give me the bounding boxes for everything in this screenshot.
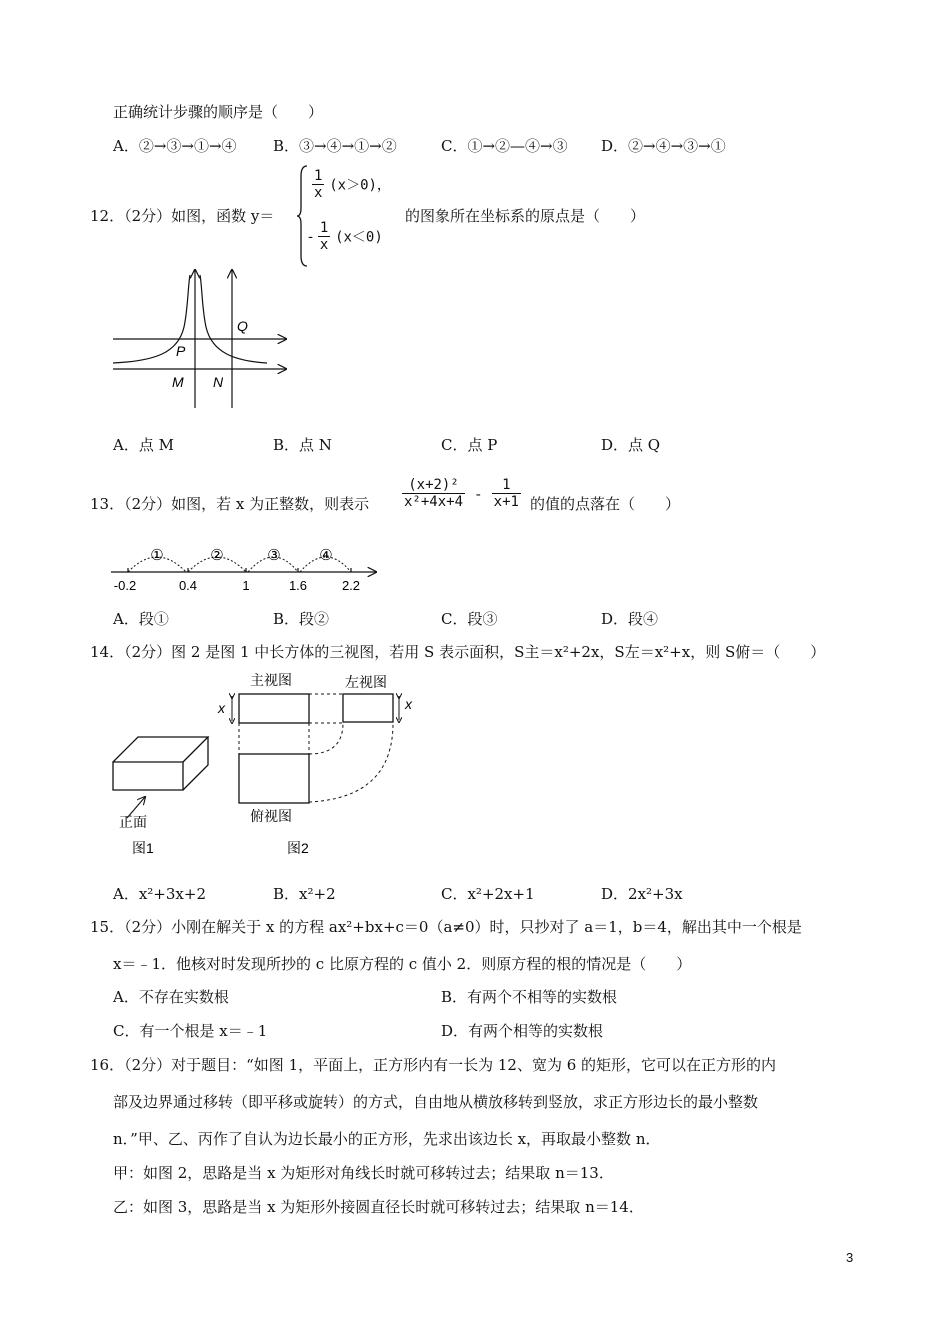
- q15-option-c: C．有一个根是 x＝﹣1: [113, 1022, 268, 1040]
- q15-option-d: D．有两个相等的实数根: [441, 1022, 604, 1040]
- main-view-rect: [239, 694, 309, 723]
- right-branch: [200, 275, 267, 363]
- q13-prefix: 13．（2分）如图，若 x 为正整数，则表示: [90, 495, 370, 513]
- q14-stem: 14．（2分）图 2 是图 1 中长方体的三视图，若用 S 表示面积，S主＝x²+2x，S左＝x²+x，则 S俯＝（ ）: [90, 643, 826, 661]
- q16-line-1: 16．（2分）对于题目：“如图 1，平面上，正方形内有一长为 12、宽为 6 的矩形，它可以在正方形的内: [90, 1056, 777, 1074]
- q12-case2-fraction: [318, 220, 330, 253]
- q13-frac1-num: (x+2)²: [402, 477, 465, 494]
- q12-case1-fraction: [312, 168, 324, 201]
- q12-option-d: D．点 Q: [601, 436, 661, 454]
- q13-frac2-den: x+1: [493, 494, 519, 510]
- q12-case1: [312, 168, 391, 201]
- left-view-rect: [343, 694, 393, 722]
- tick-label-2.2: 2.2: [341, 578, 361, 593]
- q14-option-d: D．2x²+3x: [601, 885, 683, 903]
- cuboid-front-face: [113, 762, 183, 790]
- q13-option-b: B．段②: [273, 610, 330, 628]
- q13-expression: [402, 477, 521, 510]
- tick-label-1: 1: [242, 578, 250, 593]
- q11-option-c: C．①→②—④→③: [441, 137, 568, 155]
- q12-case1-den: x: [314, 185, 323, 201]
- segment-label-3: ③: [267, 547, 281, 564]
- top-view-label: 俯视图: [250, 808, 292, 824]
- main-view-label: 主视图: [250, 672, 292, 688]
- q12-case2-cond: (x＜0): [335, 229, 383, 246]
- q14-option-a: A．x²+3x+2: [113, 885, 206, 903]
- q12-case1-num: 1: [314, 168, 323, 184]
- page-number: 3: [846, 1250, 854, 1265]
- q13-fraction-2: [492, 477, 521, 510]
- q13-frac2-num: 1: [492, 477, 521, 494]
- q12-case1-cond: (x＞0)，: [329, 177, 391, 194]
- q12-case2-sign: -: [308, 227, 314, 246]
- front-label: 正面: [119, 814, 147, 830]
- point-p-label: P: [176, 343, 186, 359]
- q12-option-b: B．点 N: [273, 436, 332, 454]
- left-view-x-label: x: [405, 696, 412, 712]
- q14-option-b: B．x²+2: [273, 885, 336, 903]
- tick-label-neg0.2: -0.2: [113, 578, 137, 593]
- q15-option-a: A．不存在实数根: [113, 988, 229, 1006]
- q12-case2: [308, 220, 383, 253]
- q13-frac1-den: x²+4x+4: [404, 494, 464, 510]
- fig2-label: 图2: [287, 840, 309, 856]
- q16-line-3: n．”甲、乙、丙作了自认为边长最小的正方形，先求出该边长 x，再取最小整数 n．: [113, 1130, 661, 1148]
- q15-option-b: B．有两个不相等的实数根: [441, 988, 618, 1006]
- projection-lines: [239, 694, 393, 802]
- q12-hyperbola-graph: [110, 265, 295, 415]
- q16-line-2: 部及边界通过移转（即平移或旋转）的方式，自由地从横放移转到竖放，求正方形边长的最小整数: [113, 1093, 759, 1111]
- left-view-label: 左视图: [345, 674, 387, 690]
- tick-label-0.4: 0.4: [178, 578, 198, 593]
- point-n-label: N: [213, 374, 224, 390]
- q13-option-d: D．段④: [601, 610, 659, 628]
- q15-line-2: x＝﹣1．他核对时发现所抄的 c 比原方程的 c 值小 2．则原方程的根的情况是（ ）: [113, 955, 692, 973]
- q11-option-a: A．②→③→①→④: [113, 137, 237, 155]
- q13-number-line: [108, 540, 383, 595]
- q12-case2-den: x: [319, 237, 329, 253]
- tick-label-1.6: 1.6: [288, 578, 308, 593]
- segment-label-4: ④: [319, 547, 333, 564]
- q16-line-5: 乙：如图 3，思路是当 x 为矩形外接圆直径长时就可移转过去；结果取 n＝14．: [113, 1198, 644, 1216]
- q12-case2-num: 1: [319, 220, 329, 236]
- fig1-label: 图1: [132, 840, 154, 856]
- q12-option-a: A．点 M: [113, 436, 174, 454]
- segment-label-1: ①: [150, 547, 164, 564]
- q12-prefix: 12．（2分）如图，函数 y＝: [90, 207, 275, 225]
- q13-suffix: 的值的点落在（ ）: [530, 495, 681, 513]
- q15-line-1: 15．（2分）小刚在解关于 x 的方程 ax²+bx+c＝0（a≠0）时，只抄对了 a＝1，b＝4，解出其中一个根是: [90, 918, 802, 936]
- q13-option-c: C．段③: [441, 610, 498, 628]
- cuboid-top-face: [113, 737, 208, 762]
- q12-suffix: 的图象所在坐标系的原点是（ ）: [405, 207, 646, 225]
- cuboid-side-face: [183, 737, 208, 790]
- top-view-rect: [239, 754, 309, 803]
- q16-line-4: 甲：如图 2，思路是当 x 为矩形对角线长时就可移转过去；结果取 n＝13．: [113, 1164, 614, 1182]
- q11-stem: 正确统计步骤的顺序是（ ）: [113, 103, 324, 121]
- q13-minus: -: [475, 484, 481, 503]
- q14-option-c: C．x²+2x+1: [441, 885, 535, 903]
- point-m-label: M: [172, 374, 184, 390]
- q14-three-view-figure: [105, 665, 435, 865]
- q12-option-c: C．点 P: [441, 436, 498, 454]
- q13-fraction-1: [402, 477, 465, 510]
- main-view-x-label: x: [218, 700, 225, 716]
- q11-option-b: B．③→④→①→②: [273, 137, 397, 155]
- point-q-label: Q: [237, 318, 248, 334]
- q11-option-d: D．②→④→③→①: [601, 137, 726, 155]
- segment-label-2: ②: [210, 547, 224, 564]
- q13-option-a: A．段①: [113, 610, 169, 628]
